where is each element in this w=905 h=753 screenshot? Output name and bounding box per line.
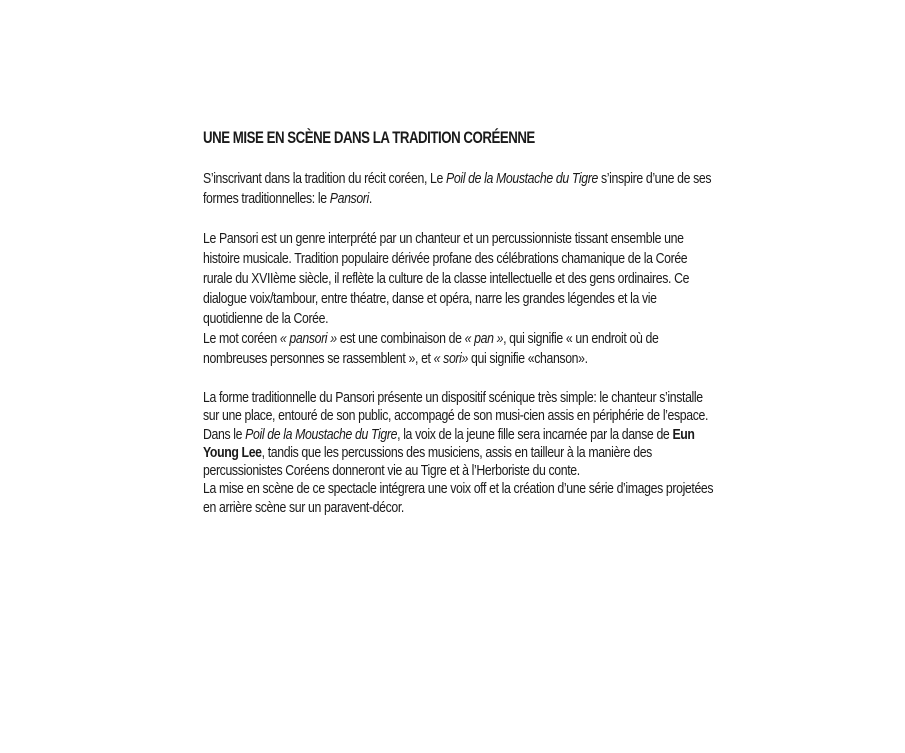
text-run: Le mot coréen: [203, 330, 280, 347]
text-run: .: [368, 190, 372, 207]
dancer-name: Eun Young Lee: [203, 425, 695, 461]
term-italic: « sori»: [433, 350, 468, 367]
body-text: [203, 169, 716, 517]
term-italic: « pan »: [464, 330, 504, 347]
text-run: qui signifie «chanson».: [467, 350, 588, 367]
paragraph-staging: [203, 389, 716, 517]
text-run: s’inspire d’une de ses formes traditionnelles: le: [203, 170, 712, 207]
text-run: , tandis que les percussions des musiciens, assis en tailleur à la manière des percussionistes Coréens donneront vie au Tigre et à l’Herboriste du conte.: [203, 443, 652, 480]
text-run: , la voix de la jeune fille sera incarnée par la danse de: [397, 425, 673, 443]
text-run: Le Pansori est un genre interprété par un chanteur et un percussionniste tissant ensemble une histoire musicale. Tradition populaire dérivée profane des célébrations chamanique de la Corée rurale du XVIIème siècle, il reflète la culture de la classe intellectuelle et des gens ordinaires. Ce dialogue voix/tambour, entre théatre, danse et opéra, narre les grandes légendes et la vie quotidienne de la Corée.: [203, 230, 690, 327]
term-italic: « pansori »: [279, 330, 337, 347]
text-run: La forme traditionnelle du Pansori présente un dispositif scénique très simple: le chanteur s’installe sur une place, entouré de son public, accompagé de son musi-cien assis en périphérie de l’espace.: [203, 389, 709, 425]
title-italic: Poil de la Moustache du Tigre: [245, 425, 398, 443]
text-run: S’inscrivant dans la tradition du récit coréen, Le: [203, 170, 447, 187]
section-heading: UNE MISE EN SCÈNE DANS LA TRADITION CORÉENNE: [203, 128, 535, 147]
paragraph-pansori: [203, 229, 716, 369]
text-run: , qui signifie « un endroit où de nombreuses personnes se rassemblent », et: [203, 330, 659, 367]
text-run: La mise en scène de ce spectacle intégrera une voix off et la création d’une série d’images projetées en arrière scène sur un paravent-décor.: [203, 480, 714, 516]
title-italic: Poil de la Moustache du Tigre: [446, 170, 598, 187]
term-italic: Pansori: [329, 190, 369, 207]
text-run: Dans le: [203, 425, 246, 443]
text-run: est une combinaison de: [336, 330, 465, 347]
document-page: [203, 126, 713, 517]
paragraph-intro: [203, 169, 716, 209]
